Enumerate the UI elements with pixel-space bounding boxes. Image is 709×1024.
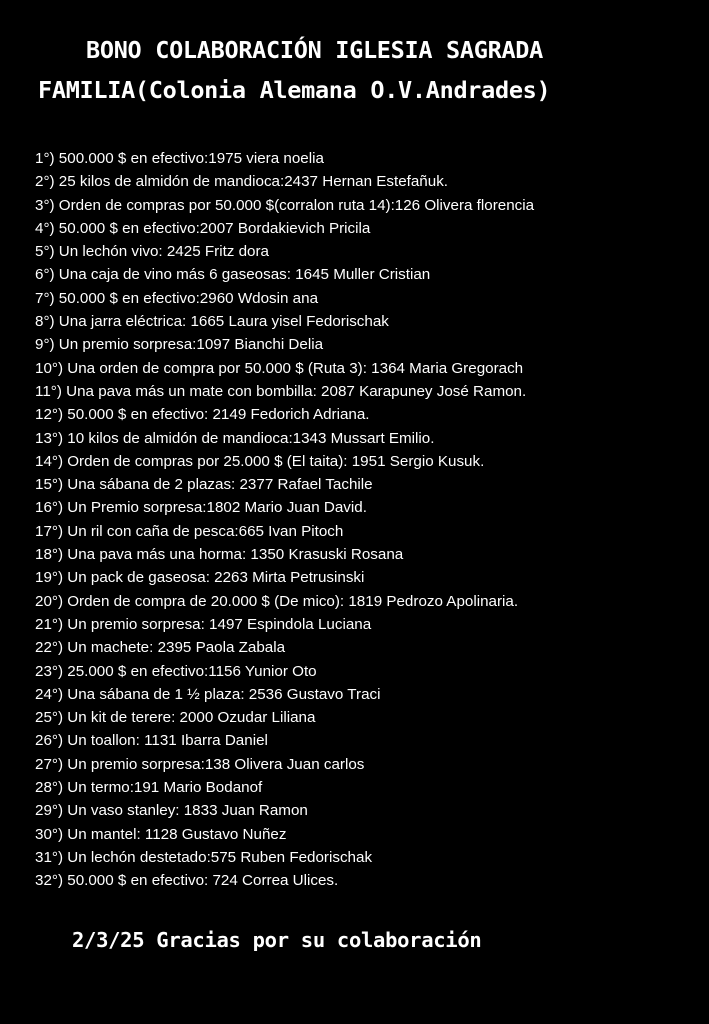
prize-item: 21°) Un premio sorpresa: 1497 Espindola Luciana — [35, 615, 372, 633]
prize-item: 11°) Una pava más un mate con bombilla: 2087 Karapuney José Ramon. — [35, 382, 527, 400]
prize-item: 7°) 50.000 $ en efectivo:2960 Wdosin ana — [35, 289, 319, 307]
prize-item: 31°) Un lechón destetado:575 Ruben Fedorischak — [35, 848, 373, 866]
prize-item: 6°) Una caja de vino más 6 gaseosas: 1645 Muller Cristian — [35, 266, 431, 284]
prize-item: 1°) 500.000 $ en efectivo:1975 viera noelia — [35, 150, 324, 167]
prize-item: 18°) Una pava más una horma: 1350 Krasuski Rosana — [35, 546, 404, 564]
prize-item: 26°) Un toallon: 1131 Ibarra Daniel — [35, 732, 268, 750]
prize-item: 32°) 50.000 $ en efectivo: 724 Correa Ulices. — [35, 872, 339, 890]
prize-item: 22°) Un machete: 2395 Paola Zabala — [35, 639, 286, 657]
prize-item: 5°) Un lechón vivo: 2425 Fritz dora — [35, 243, 269, 261]
prize-item: 30°) Un mantel: 1128 Gustavo Nuñez — [35, 825, 287, 843]
prize-item: 25°) Un kit de terere: 2000 Ozudar Liliana — [35, 709, 316, 727]
prize-item: 13°) 10 kilos de almidón de mandioca:1343 Mussart Emilio. — [35, 429, 435, 447]
prize-item: 9°) Un premio sorpresa:1097 Bianchi Delia — [35, 336, 324, 354]
prize-item: 28°) Un termo:191 Mario Bodanof — [35, 779, 263, 797]
document-title — [38, 30, 698, 110]
prize-item: 2°) 25 kilos de almidón de mandioca:2437 Hernan Estefañuk. — [35, 173, 449, 191]
prize-item: 17°) Un ril con caña de pesca:665 Ivan Pitoch — [35, 522, 344, 540]
prize-item: 15°) Una sábana de 2 plazas: 2377 Rafael Tachile — [35, 476, 373, 494]
prize-item: 24°) Una sábana de 1 ½ plaza: 2536 Gustavo Traci — [35, 685, 381, 703]
prize-item: 16°) Un Premio sorpresa:1802 Mario Juan David. — [35, 499, 367, 517]
prize-list — [35, 147, 534, 893]
prize-item: 3°) Orden de compras por 50.000 $(corralon ruta 14):126 Olivera florencia — [35, 196, 535, 214]
prize-item: 4°) 50.000 $ en efectivo:2007 Bordakievich Pricila — [35, 219, 371, 237]
footer-thanks: 2/3/25 Gracias por su colaboración — [72, 928, 482, 952]
prize-item: 10°) Una orden de compra por 50.000 $ (Ruta 3): 1364 Maria Gregorach — [35, 359, 524, 377]
prize-item: 8°) Una jarra eléctrica: 1665 Laura yisel Fedorischak — [35, 313, 389, 331]
title-line-1: BONO COLABORACIÓN IGLESIA SAGRADA — [86, 36, 543, 64]
prize-item: 12°) 50.000 $ en efectivo: 2149 Fedorich Adriana. — [35, 406, 370, 424]
prize-item: 19°) Un pack de gaseosa: 2263 Mirta Petrusinski — [35, 569, 365, 587]
prize-item: 29°) Un vaso stanley: 1833 Juan Ramon — [35, 802, 308, 820]
title-line-2: FAMILIA(Colonia Alemana O.V.Andrades) — [38, 76, 551, 104]
prize-item: 23°) 25.000 $ en efectivo:1156 Yunior Oto — [35, 662, 317, 680]
prize-item: 20°) Orden de compra de 20.000 $ (De mico): 1819 Pedrozo Apolinaria. — [35, 592, 519, 610]
prize-item: 27°) Un premio sorpresa:138 Olivera Juan carlos — [35, 755, 365, 773]
prize-item: 14°) Orden de compras por 25.000 $ (El taita): 1951 Sergio Kusuk. — [35, 452, 485, 470]
